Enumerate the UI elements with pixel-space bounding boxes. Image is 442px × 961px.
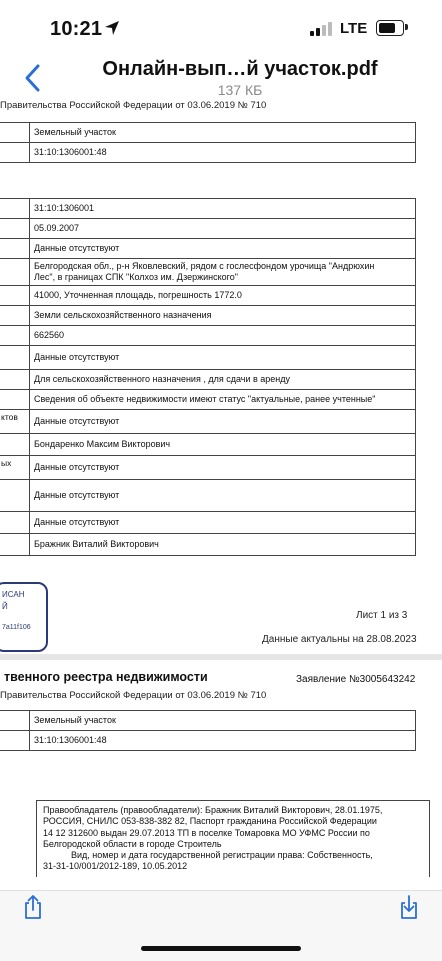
rights-holder-block: Правообладатель (правообладатели): Бражник Виталий Викторович, 28.01.1975, РОССИЯ, СНИЛС 053-838-382 82, Паспорт гражданина Российской Федерации 14 12 312600 выдан 29.07.2013 ТП в поселке Томаровка МО УФМС России по Белгородской области в городе Строитель Вид, номер и дата государственной регистрации права: Собственность, 31-31-10/001/2012-189, 10.05.2012 [36, 800, 430, 877]
location-arrow-icon [104, 20, 120, 36]
network-label: LTE [340, 20, 368, 37]
cell-object-type: Земельный участок [30, 123, 416, 143]
cell-cadastral-number: 31:10:1306001:48 [30, 143, 416, 163]
electronic-signature-stamp: ИСАН Й 7a11f106 [0, 582, 48, 652]
actual-date: Данные актуальны на 28.08.2023 [262, 634, 417, 645]
battery-icon [376, 20, 404, 36]
file-size: 137 КБ [217, 82, 263, 98]
status-bar [0, 0, 442, 56]
sheet-number: Лист 1 из 3 [356, 610, 408, 621]
status-time: 10:21 [50, 18, 103, 40]
page1-table-details: 31:10:1306001 05.09.2007 Данные отсутствуют Белгородская обл., р-н Яковлевский, рядом с гослесфондом урочища "Андрюхин Лес", в границах СПК "Колхоз им. Дзержинского" 41000, Уточненная площадь, погрешность 1772.0 Земли сельскохозяйственного назначения 662560 Данные отсутствуют Для сельскохозяйственного назначения , для сдачи в аренду Сведения об объекте недвижимости имеют статус "актуальные, ранее учтенные" ктов Данные отсутствуют Бондаренко Максим Викторович ых Данные отсутствуют Данные отсутствуют Данные отсутствуют Бражник Виталий Викторович [0, 198, 416, 556]
page2-table-object: Земельный участок 31:10:1306001:48 [0, 710, 416, 751]
back-chevron-icon[interactable] [22, 62, 44, 94]
pdf-viewer[interactable] [0, 98, 442, 890]
page-separator [0, 654, 442, 660]
home-indicator[interactable] [141, 946, 301, 951]
page1-top-line: Правительства Российской Федерации от 03.06.2019 № 710 [0, 100, 267, 111]
statement-number: Заявление №3005643242 [296, 674, 416, 685]
download-icon[interactable] [398, 894, 420, 920]
share-icon[interactable] [22, 894, 44, 920]
page2-registry-title: твенного реестра недвижимости [4, 670, 208, 684]
battery-cap [405, 24, 408, 30]
page2-top-line: Правительства Российской Федерации от 03.06.2019 № 710 [0, 690, 267, 701]
document-title: Онлайн-вып…й участок.pdf [102, 58, 378, 80]
signal-icon [310, 22, 332, 36]
page1-table-object [0, 122, 416, 163]
